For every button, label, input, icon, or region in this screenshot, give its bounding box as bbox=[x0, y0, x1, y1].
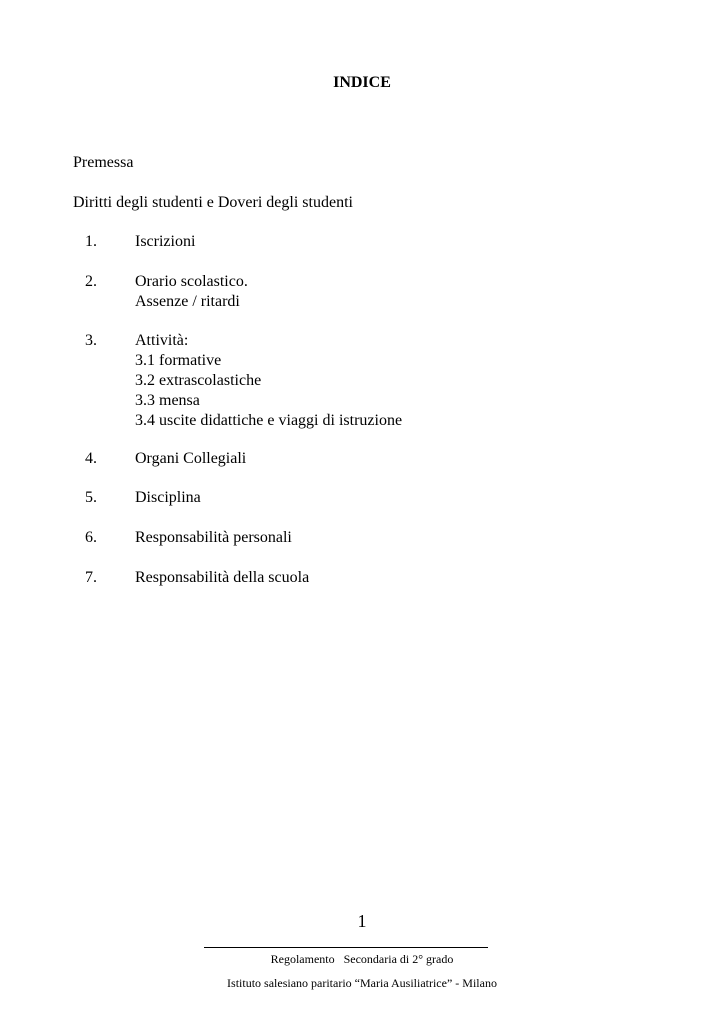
toc-entry-text bbox=[135, 488, 201, 508]
toc-number: 2. bbox=[85, 273, 97, 290]
toc-line: Attività: bbox=[135, 332, 189, 349]
page-title: INDICE bbox=[333, 74, 391, 91]
toc-entry-text bbox=[135, 272, 248, 312]
toc-line: Assenze / ritardi bbox=[135, 293, 240, 310]
footer-istituto: Istituto salesiano paritario “Maria Ausiliatrice” - Milano bbox=[227, 976, 497, 990]
toc-entry-text bbox=[135, 568, 309, 588]
toc-entry-text bbox=[135, 232, 195, 252]
toc-number: 3. bbox=[85, 332, 97, 349]
page-number: 1 bbox=[357, 911, 367, 931]
toc-line: Disciplina bbox=[135, 489, 201, 506]
toc-number: 7. bbox=[85, 569, 97, 586]
toc-line: Iscrizioni bbox=[135, 233, 196, 250]
toc-entry-premessa: Premessa bbox=[73, 154, 134, 171]
toc-subline: 3.1 formative bbox=[135, 352, 222, 369]
toc-number: 4. bbox=[85, 450, 97, 467]
toc-subline: 3.3 mensa bbox=[135, 392, 200, 409]
toc-line: Responsabilità personali bbox=[135, 529, 292, 546]
toc-subline: 3.4 uscite didattiche e viaggi di istruzione bbox=[135, 412, 403, 429]
toc-number: 6. bbox=[85, 529, 97, 546]
toc-number: 5. bbox=[85, 489, 97, 506]
footer-divider bbox=[204, 947, 488, 948]
toc-entry-text bbox=[135, 528, 292, 548]
toc-line: Responsabilità della scuola bbox=[135, 569, 310, 586]
footer-regolamento: Regolamento Secondaria di 2° grado bbox=[270, 952, 454, 966]
toc-entry-text bbox=[135, 449, 246, 469]
toc-number: 1. bbox=[85, 233, 97, 250]
toc-line: Organi Collegiali bbox=[135, 450, 247, 467]
toc-entry-text bbox=[135, 331, 402, 431]
toc-subline: 3.2 extrascolastiche bbox=[135, 372, 262, 389]
toc-line: Orario scolastico. bbox=[135, 273, 248, 290]
toc-entry-diritti-doveri: Diritti degli studenti e Doveri degli studenti bbox=[73, 194, 353, 211]
